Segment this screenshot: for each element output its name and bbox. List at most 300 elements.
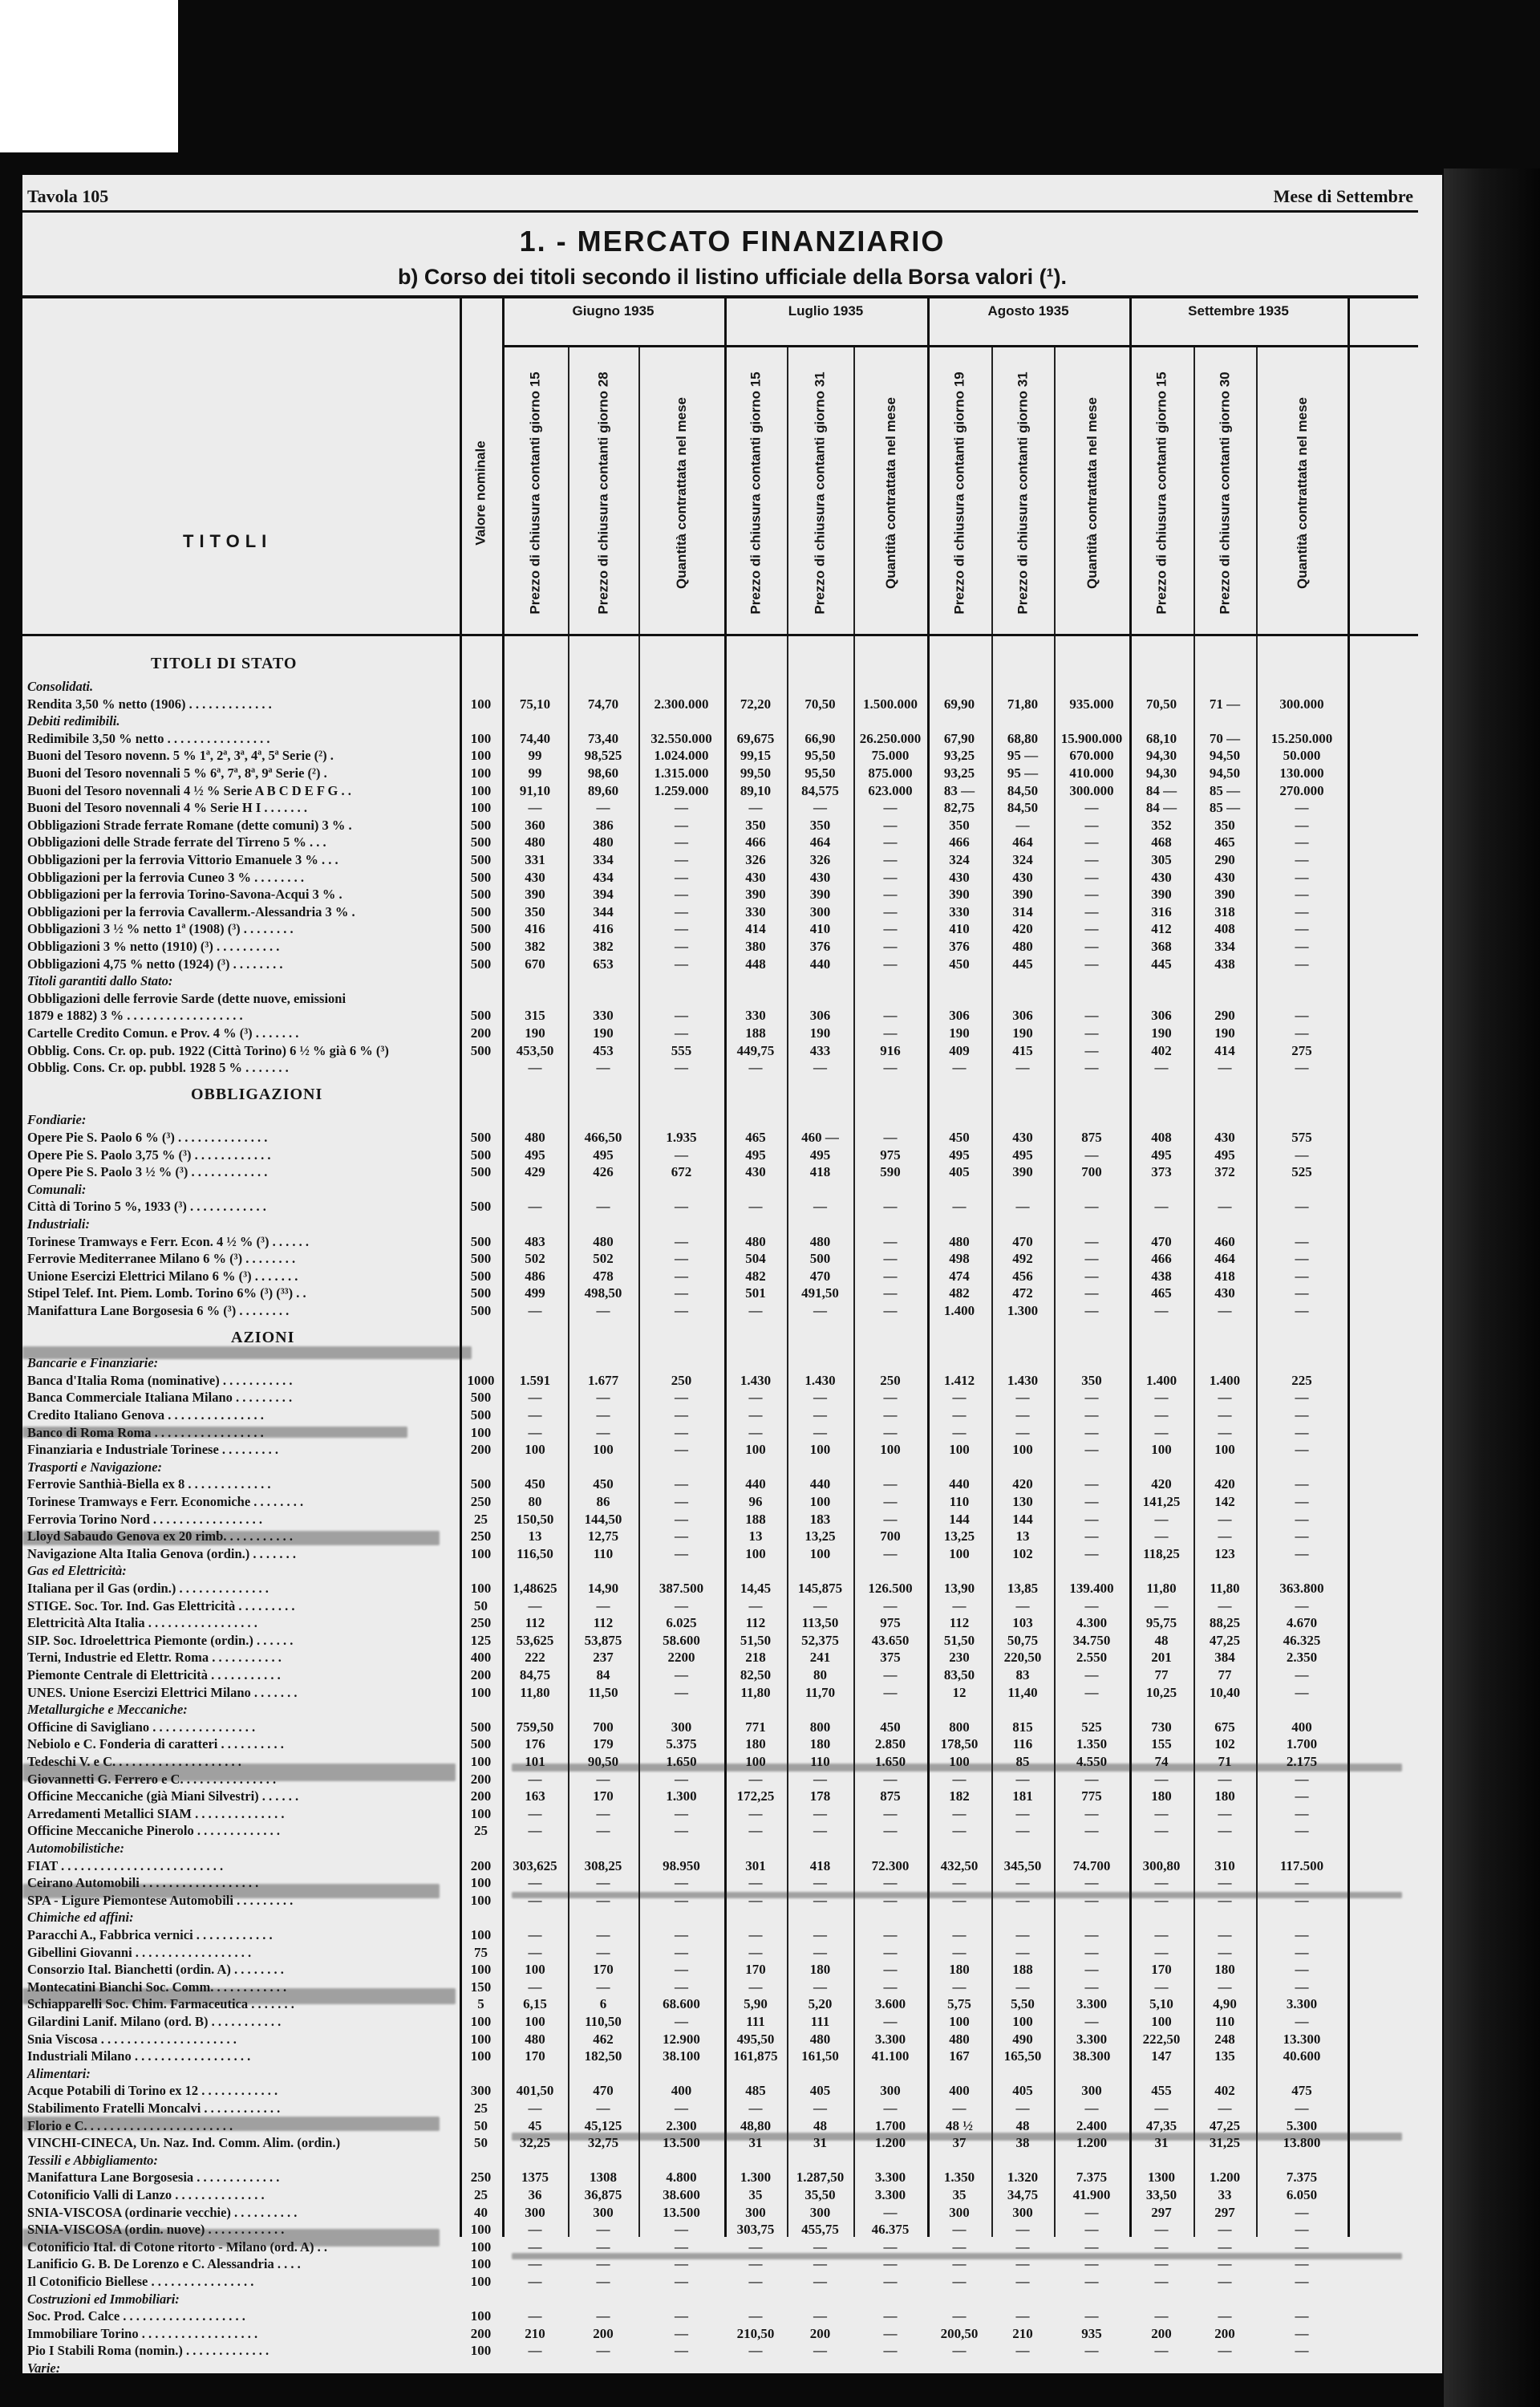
table-cell: 1.315.000 bbox=[654, 765, 709, 781]
table-cell: — bbox=[1154, 1060, 1169, 1076]
table-cell: — bbox=[1218, 1528, 1232, 1544]
table-cell: 84 bbox=[596, 1667, 610, 1682]
table-cell: 474 bbox=[949, 1268, 970, 1284]
table-cell: — bbox=[883, 1285, 898, 1301]
table-cell: 771 bbox=[745, 1719, 766, 1735]
table-cell: — bbox=[596, 1597, 610, 1613]
row-label: Lanificio G. B. De Lorenzo e C. Alessandria . . . . bbox=[27, 2256, 301, 2272]
table-cell: 190 bbox=[1214, 1025, 1235, 1041]
table-cell: 345,50 bbox=[1003, 1857, 1042, 1873]
table-cell: 100 bbox=[470, 2222, 492, 2238]
table-cell: 200 bbox=[470, 1857, 492, 1873]
table-cell: 93,25 bbox=[943, 748, 975, 764]
table-cell: 800 bbox=[809, 1719, 831, 1735]
row-label: Obbligazioni delle ferrovie Sarde (dette nuove, emissioni bbox=[27, 990, 346, 1006]
table-cell: 100 bbox=[809, 1442, 831, 1458]
table-cell: 410 bbox=[809, 921, 831, 937]
table-cell: — bbox=[748, 1823, 763, 1839]
table-cell: 11,40 bbox=[1007, 1684, 1038, 1700]
table-cell: — bbox=[813, 1875, 827, 1891]
table-cell: 53,625 bbox=[516, 1632, 554, 1648]
row-label: SNIA-VISCOSA (ordin. nuove) . . . . . . . . . . . . bbox=[27, 2222, 285, 2238]
table-cell: — bbox=[748, 1060, 763, 1076]
table-cell: 190 bbox=[1012, 1025, 1033, 1041]
table-cell: 290 bbox=[1214, 1008, 1235, 1024]
table-cell: 100 bbox=[470, 1581, 492, 1596]
table-cell: — bbox=[1218, 2222, 1232, 2238]
table-cell: — bbox=[675, 1597, 688, 1613]
table-cell: 25 bbox=[474, 1511, 488, 1527]
table-cell: — bbox=[675, 2014, 688, 2029]
table-cell: 4.800 bbox=[666, 2170, 697, 2186]
table-cell: — bbox=[1218, 1892, 1232, 1908]
row-label: Stipel Telef. Int. Piem. Lomb. Torino 6% (³) (³³) . . bbox=[27, 1285, 306, 1301]
table-cell: 675 bbox=[1214, 1719, 1235, 1735]
table-cell: 449,75 bbox=[736, 1042, 775, 1058]
table-cell: — bbox=[883, 903, 898, 919]
row-label: Obblig. Cons. Cr. op. pub. 1922 (Città Torino) 6 ½ % già 6 % (³) bbox=[27, 1042, 389, 1058]
table-cell: 464 bbox=[1012, 834, 1033, 850]
table-cell: — bbox=[813, 2256, 827, 2272]
table-cell: — bbox=[1084, 1303, 1099, 1318]
table-cell: — bbox=[952, 1892, 967, 1908]
table-cell: 3.300 bbox=[874, 2187, 906, 2202]
table-cell: — bbox=[1295, 1303, 1309, 1318]
table-cell: — bbox=[1084, 1545, 1099, 1561]
table-cell: 144 bbox=[949, 1511, 970, 1527]
column-header-sub-text: Quantità contrattata nel mese bbox=[674, 396, 690, 589]
table-cell: 315 bbox=[525, 1008, 545, 1024]
table-cell: 34.750 bbox=[1072, 1632, 1111, 1648]
table-cell: — bbox=[813, 2343, 827, 2359]
table-cell: — bbox=[675, 1771, 688, 1787]
table-cell: 390 bbox=[1214, 887, 1235, 903]
table-cell: 363.800 bbox=[1279, 1581, 1324, 1596]
table-cell: 237 bbox=[593, 1650, 614, 1666]
table-cell: 300,80 bbox=[1142, 1857, 1181, 1873]
table-cell: 31 bbox=[813, 2135, 827, 2151]
table-cell: — bbox=[883, 1979, 898, 1995]
table-cell: 103 bbox=[1012, 1615, 1033, 1631]
row-label: Schiapparelli Soc. Chim. Farmaceutica . . . . . . . bbox=[27, 1996, 294, 2012]
table-cell: 100 bbox=[745, 1754, 766, 1769]
table-cell: — bbox=[1084, 1042, 1099, 1058]
table-cell: — bbox=[883, 1025, 898, 1041]
table-cell: — bbox=[1295, 2014, 1309, 2029]
table-cell: — bbox=[1295, 1442, 1309, 1458]
table-cell: 77 bbox=[1218, 1667, 1232, 1682]
table-cell: 110 bbox=[593, 1545, 614, 1561]
row-label: Arredamenti Metallici SIAM . . . . . . . . . . . . . . bbox=[27, 1805, 285, 1821]
table-cell: 33 bbox=[1218, 2187, 1232, 2202]
table-cell: 13,25 bbox=[943, 1528, 975, 1544]
table-cell: — bbox=[1084, 2239, 1099, 2255]
row-label: Obbligazioni 3 % netto (1910) (³) . . . . . . . . . . bbox=[27, 939, 280, 954]
table-cell: 415 bbox=[1012, 1042, 1033, 1058]
table-cell: 190 bbox=[949, 1025, 970, 1041]
table-cell: — bbox=[1218, 1875, 1232, 1891]
period-header: Luglio 1935 bbox=[788, 303, 864, 319]
table-cell: — bbox=[748, 2256, 763, 2272]
table-cell: 100 bbox=[470, 2048, 492, 2064]
table-cell: 438 bbox=[1214, 956, 1235, 972]
table-cell: 3.300 bbox=[1286, 1996, 1318, 2012]
table-cell: 1.200 bbox=[1076, 2135, 1108, 2151]
table-cell: — bbox=[1295, 1060, 1309, 1076]
table-cell: — bbox=[1084, 2101, 1099, 2116]
row-label: Nebiolo e C. Fonderia di caratteri . . . . . . . . . . bbox=[27, 1736, 284, 1752]
table-cell: — bbox=[1154, 1979, 1169, 1995]
table-cell: 218 bbox=[745, 1650, 766, 1666]
table-cell: 301 bbox=[745, 1857, 766, 1873]
table-cell: 46.375 bbox=[871, 2222, 910, 2238]
table-cell: 418 bbox=[1214, 1268, 1235, 1284]
column-header-sub bbox=[1256, 356, 1348, 629]
table-cell: 670 bbox=[525, 956, 545, 972]
table-cell: 500 bbox=[470, 1164, 492, 1180]
table-cell: 4,90 bbox=[1213, 1996, 1237, 2012]
table-cell: 5 bbox=[477, 1996, 484, 2012]
table-cell: 241 bbox=[809, 1650, 831, 1666]
table-cell: 405 bbox=[1012, 2083, 1033, 2099]
table-cell: — bbox=[1084, 1979, 1099, 1995]
page-label: Tavola 105 bbox=[27, 186, 109, 206]
table-cell: 38.100 bbox=[663, 2048, 700, 2064]
table-cell: 330 bbox=[745, 1008, 766, 1024]
table-cell: — bbox=[675, 1268, 688, 1284]
table-cell: 100 bbox=[809, 1494, 831, 1509]
table-cell: 31 bbox=[1154, 2135, 1169, 2151]
category-label: Varie: bbox=[27, 2360, 61, 2373]
table-cell: 110,50 bbox=[585, 2014, 622, 2029]
table-cell: — bbox=[1218, 1390, 1232, 1406]
table-cell: — bbox=[1295, 2204, 1309, 2220]
table-cell: 94,50 bbox=[1209, 765, 1241, 781]
table-cell: 2200 bbox=[667, 1650, 695, 1666]
table-cell: 33,50 bbox=[1145, 2187, 1177, 2202]
table-cell: 100 bbox=[470, 1875, 492, 1891]
table-cell: 118,25 bbox=[1143, 1545, 1180, 1561]
table-cell: — bbox=[1084, 1494, 1099, 1509]
table-cell: — bbox=[1015, 1407, 1030, 1423]
table-cell: 306 bbox=[809, 1008, 831, 1024]
table-cell: — bbox=[952, 1424, 967, 1440]
table-cell: — bbox=[1295, 1390, 1309, 1406]
column-header-sub bbox=[853, 356, 927, 629]
table-cell: — bbox=[528, 1892, 542, 1908]
table-cell: — bbox=[675, 2239, 688, 2255]
table-cell: — bbox=[596, 2239, 610, 2255]
table-cell: 84,75 bbox=[519, 1667, 551, 1682]
table-cell: 410.000 bbox=[1069, 765, 1114, 781]
table-cell: — bbox=[1218, 1303, 1232, 1318]
table-cell: 350 bbox=[1214, 817, 1235, 833]
table-cell: — bbox=[1084, 2014, 1099, 2029]
row-label: Cotonificio Valli di Lanzo . . . . . . . . . . . . . . bbox=[27, 2187, 265, 2202]
table-cell: 3.300 bbox=[1076, 2031, 1108, 2047]
table-cell: 470 bbox=[1151, 1233, 1172, 1249]
table-cell: 38.300 bbox=[1072, 2048, 1111, 2064]
table-cell: — bbox=[528, 1424, 542, 1440]
table-cell: — bbox=[813, 1060, 827, 1076]
table-cell: — bbox=[528, 1303, 542, 1318]
table-cell: 330 bbox=[949, 903, 970, 919]
table-cell: 35,50 bbox=[804, 2187, 836, 2202]
table-cell: — bbox=[813, 1597, 827, 1613]
table-cell: 3.300 bbox=[874, 2031, 906, 2047]
table-cell: 300 bbox=[745, 2204, 766, 2220]
table-cell: 230 bbox=[949, 1650, 970, 1666]
table-cell: 1.259.000 bbox=[654, 782, 709, 798]
table-cell: — bbox=[813, 2274, 827, 2289]
table-cell: 84,50 bbox=[1007, 782, 1039, 798]
table-cell: — bbox=[675, 1233, 688, 1249]
column-header-sub-text: Quantità contrattata nel mese bbox=[1084, 396, 1100, 589]
table-cell: 35 bbox=[748, 2187, 763, 2202]
table-cell: 306 bbox=[1012, 1008, 1033, 1024]
table-cell: — bbox=[952, 2308, 967, 2324]
table-cell: — bbox=[883, 1407, 898, 1423]
row-label: Banca Commerciale Italiana Milano . . . . . . . . . bbox=[27, 1390, 293, 1406]
table-cell: 815 bbox=[1012, 1719, 1033, 1735]
table-cell: 414 bbox=[745, 921, 766, 937]
table-cell: — bbox=[883, 834, 898, 850]
table-cell: — bbox=[883, 1251, 898, 1267]
table-cell: 100 bbox=[470, 2274, 492, 2289]
table-cell: 84,575 bbox=[801, 782, 839, 798]
table-cell: — bbox=[813, 1303, 827, 1318]
table-cell: — bbox=[1084, 869, 1099, 885]
table-cell: 495 bbox=[745, 1147, 766, 1163]
table-cell: 70,50 bbox=[1145, 696, 1177, 712]
table-cell: — bbox=[1295, 2101, 1309, 2116]
table-cell: 89,60 bbox=[587, 782, 619, 798]
table-cell: — bbox=[1084, 1771, 1099, 1787]
table-cell: 504 bbox=[745, 1251, 766, 1267]
table-cell: 1.300 bbox=[740, 2170, 772, 2186]
table-cell: 85 bbox=[1015, 1754, 1030, 1769]
column-header-sub bbox=[1194, 356, 1256, 629]
table-cell: — bbox=[813, 1771, 827, 1787]
table-cell: — bbox=[1084, 1927, 1099, 1942]
row-label: UNES. Unione Esercizi Elettrici Milano . . . . . . . bbox=[27, 1684, 298, 1700]
period-header: Settembre 1935 bbox=[1188, 303, 1289, 319]
table-cell: 1308 bbox=[590, 2170, 617, 2186]
table-cell: 100 bbox=[470, 2014, 492, 2029]
table-cell: — bbox=[1295, 1823, 1309, 1839]
table-cell: 445 bbox=[1151, 956, 1172, 972]
table-cell: — bbox=[1218, 1199, 1232, 1215]
table-cell: 6.050 bbox=[1286, 2187, 1318, 2202]
table-cell: — bbox=[596, 1892, 610, 1908]
table-cell: — bbox=[596, 1927, 610, 1942]
table-cell: 297 bbox=[1151, 2204, 1172, 2220]
table-cell: — bbox=[748, 1390, 763, 1406]
row-label: Opere Pie S. Paolo 3,75 % (³) . . . . . . . . . . . . bbox=[27, 1147, 271, 1163]
table-cell: 500 bbox=[470, 1008, 492, 1024]
table-cell: 112 bbox=[745, 1615, 766, 1631]
table-cell: — bbox=[1084, 1892, 1099, 1908]
table-cell: 270.000 bbox=[1279, 782, 1324, 798]
table-cell: — bbox=[883, 1805, 898, 1821]
table-cell: 170 bbox=[593, 1962, 614, 1978]
table-cell: — bbox=[675, 1511, 688, 1527]
table-cell: 456 bbox=[1012, 1268, 1033, 1284]
row-label: Paracchi A., Fabbrica vernici . . . . . . . . . . . . bbox=[27, 1927, 273, 1942]
table-cell: 35 bbox=[952, 2187, 967, 2202]
table-cell: — bbox=[675, 939, 688, 954]
table-cell: — bbox=[883, 1944, 898, 1960]
table-cell: 1.350 bbox=[1076, 1736, 1108, 1752]
table-cell: — bbox=[883, 2274, 898, 2289]
table-cell: 116 bbox=[1012, 1736, 1033, 1752]
table-cell: — bbox=[1084, 2274, 1099, 2289]
table-cell: — bbox=[1295, 817, 1309, 833]
table-cell: 418 bbox=[809, 1857, 831, 1873]
table-cell: 100 bbox=[1151, 1442, 1172, 1458]
table-cell: 200,50 bbox=[940, 2325, 979, 2341]
ink-blot bbox=[22, 2117, 440, 2131]
table-cell: — bbox=[1084, 887, 1099, 903]
table-cell: 45,125 bbox=[584, 2117, 622, 2133]
table-cell: 181 bbox=[1012, 1788, 1033, 1804]
category-label: Metallurgiche e Meccaniche: bbox=[27, 1702, 188, 1718]
table-cell: 430 bbox=[1214, 1285, 1235, 1301]
table-cell: — bbox=[675, 869, 688, 885]
table-cell: — bbox=[748, 800, 763, 816]
table-cell: 53,875 bbox=[584, 1632, 622, 1648]
table-cell: 500 bbox=[470, 834, 492, 850]
table-cell: 390 bbox=[949, 887, 970, 903]
table-cell: 190 bbox=[809, 1025, 831, 1041]
table-cell: — bbox=[1218, 1771, 1232, 1787]
category-label: Trasporti e Navigazione: bbox=[27, 1459, 163, 1475]
row-label: Pio I Stabili Roma (nomin.) . . . . . . . . . . . . . bbox=[27, 2343, 270, 2359]
ink-blot bbox=[22, 1764, 456, 1781]
table-cell: 72.300 bbox=[871, 1857, 910, 1873]
table-cell: — bbox=[1084, 852, 1099, 867]
table-cell: 500 bbox=[470, 939, 492, 954]
table-cell: 83 bbox=[1015, 1667, 1030, 1682]
table-cell: 1.677 bbox=[587, 1372, 619, 1388]
table-cell: 623.000 bbox=[868, 782, 913, 798]
table-cell: 32,25 bbox=[519, 2135, 551, 2151]
table-cell: 450 bbox=[949, 1130, 970, 1145]
category-label: Bancarie e Finanziarie: bbox=[27, 1355, 159, 1371]
table-cell: 13 bbox=[1015, 1528, 1030, 1544]
table-cell: — bbox=[596, 1060, 610, 1076]
row-label: Ferrovie Mediterranee Milano 6 % (³) . . . . . . . . bbox=[27, 1251, 296, 1267]
table-cell: 1.700 bbox=[1286, 1736, 1318, 1752]
table-cell: — bbox=[883, 1927, 898, 1942]
table-cell: 492 bbox=[1012, 1251, 1033, 1267]
table-cell: — bbox=[675, 1494, 688, 1509]
table-cell: 48 bbox=[1015, 2117, 1030, 2133]
table-cell: 670.000 bbox=[1069, 748, 1114, 764]
table-cell: — bbox=[596, 1944, 610, 1960]
table-cell: — bbox=[596, 2222, 610, 2238]
table-cell: 575 bbox=[1291, 1130, 1312, 1145]
table-cell: — bbox=[1295, 1962, 1309, 1978]
table-cell: 316 bbox=[1151, 903, 1172, 919]
table-cell: 390 bbox=[1151, 887, 1172, 903]
row-label: Ceirano Automobili . . . . . . . . . . . . . . . . . . bbox=[27, 1875, 259, 1891]
table-cell: — bbox=[1295, 1025, 1309, 1041]
table-cell: 13.500 bbox=[663, 2135, 700, 2151]
row-label: Opere Pie S. Paolo 6 % (³) . . . . . . . . . . . . . . bbox=[27, 1130, 268, 1145]
table-cell: 300 bbox=[593, 2204, 614, 2220]
header-hline bbox=[22, 634, 1418, 636]
table-cell: 201 bbox=[1151, 1650, 1172, 1666]
table-cell: — bbox=[748, 2101, 763, 2116]
table-cell: — bbox=[1295, 800, 1309, 816]
table-cell: 448 bbox=[745, 956, 766, 972]
table-cell: 100 bbox=[1012, 1442, 1033, 1458]
table-cell: 67,90 bbox=[943, 730, 975, 746]
table-cell: 99,15 bbox=[740, 748, 772, 764]
table-cell: 380 bbox=[745, 939, 766, 954]
table-cell: — bbox=[1218, 1823, 1232, 1839]
table-cell: 190 bbox=[1151, 1025, 1172, 1041]
table-cell: 408 bbox=[1214, 921, 1235, 937]
table-cell: 468 bbox=[1151, 834, 1172, 850]
table-cell: 144 bbox=[1012, 1511, 1033, 1527]
table-cell: — bbox=[883, 1199, 898, 1215]
table-cell: 71,80 bbox=[1007, 696, 1039, 712]
table-cell: — bbox=[675, 1528, 688, 1544]
table-cell: 402 bbox=[1151, 1042, 1172, 1058]
table-cell: 430 bbox=[1151, 869, 1172, 885]
table-cell: — bbox=[1084, 1199, 1099, 1215]
table-cell: — bbox=[813, 1199, 827, 1215]
table-cell: 190 bbox=[525, 1025, 545, 1041]
table-cell: 179 bbox=[593, 1736, 614, 1752]
table-cell: — bbox=[883, 1667, 898, 1682]
table-cell: 495 bbox=[949, 1147, 970, 1163]
table-cell: — bbox=[1295, 1511, 1309, 1527]
table-cell: — bbox=[748, 1892, 763, 1908]
table-cell: 46.325 bbox=[1283, 1632, 1321, 1648]
table-cell: 480 bbox=[525, 834, 545, 850]
table-cell: — bbox=[1084, 1667, 1099, 1682]
table-cell: 466 bbox=[745, 834, 766, 850]
table-cell: — bbox=[1295, 869, 1309, 885]
table-cell: — bbox=[1154, 1927, 1169, 1942]
row-label: Gibellini Giovanni . . . . . . . . . . . . . . . . . . bbox=[27, 1944, 252, 1960]
table-cell: — bbox=[596, 1875, 610, 1891]
row-label: STIGE. Soc. Tor. Ind. Gas Elettricità . . . . . . . . . bbox=[27, 1597, 295, 1613]
table-cell: — bbox=[596, 1979, 610, 1995]
table-cell: 222,50 bbox=[1142, 2031, 1181, 2047]
table-cell: 7.375 bbox=[1076, 2170, 1108, 2186]
ink-blot bbox=[512, 2253, 1402, 2259]
table-cell: 188 bbox=[745, 1025, 766, 1041]
table-cell: 26.250.000 bbox=[859, 730, 922, 746]
table-cell: 116,50 bbox=[517, 1545, 553, 1561]
row-label: Buoni del Tesoro novenn. 5 % 1ª, 2ª, 3ª, 4ª, 5ª Serie (²) . bbox=[27, 748, 334, 764]
table-cell: 96 bbox=[748, 1494, 763, 1509]
column-header-sub bbox=[724, 356, 787, 629]
table-cell: 1.024.000 bbox=[654, 748, 709, 764]
table-cell: — bbox=[1154, 1944, 1169, 1960]
period-header: Giugno 1935 bbox=[572, 303, 654, 319]
table-cell: 500 bbox=[470, 1736, 492, 1752]
table-cell: 394 bbox=[593, 887, 614, 903]
table-cell: 210,50 bbox=[736, 2325, 775, 2341]
table-cell: — bbox=[952, 1875, 967, 1891]
table-cell: — bbox=[1295, 852, 1309, 867]
table-cell: — bbox=[813, 2239, 827, 2255]
